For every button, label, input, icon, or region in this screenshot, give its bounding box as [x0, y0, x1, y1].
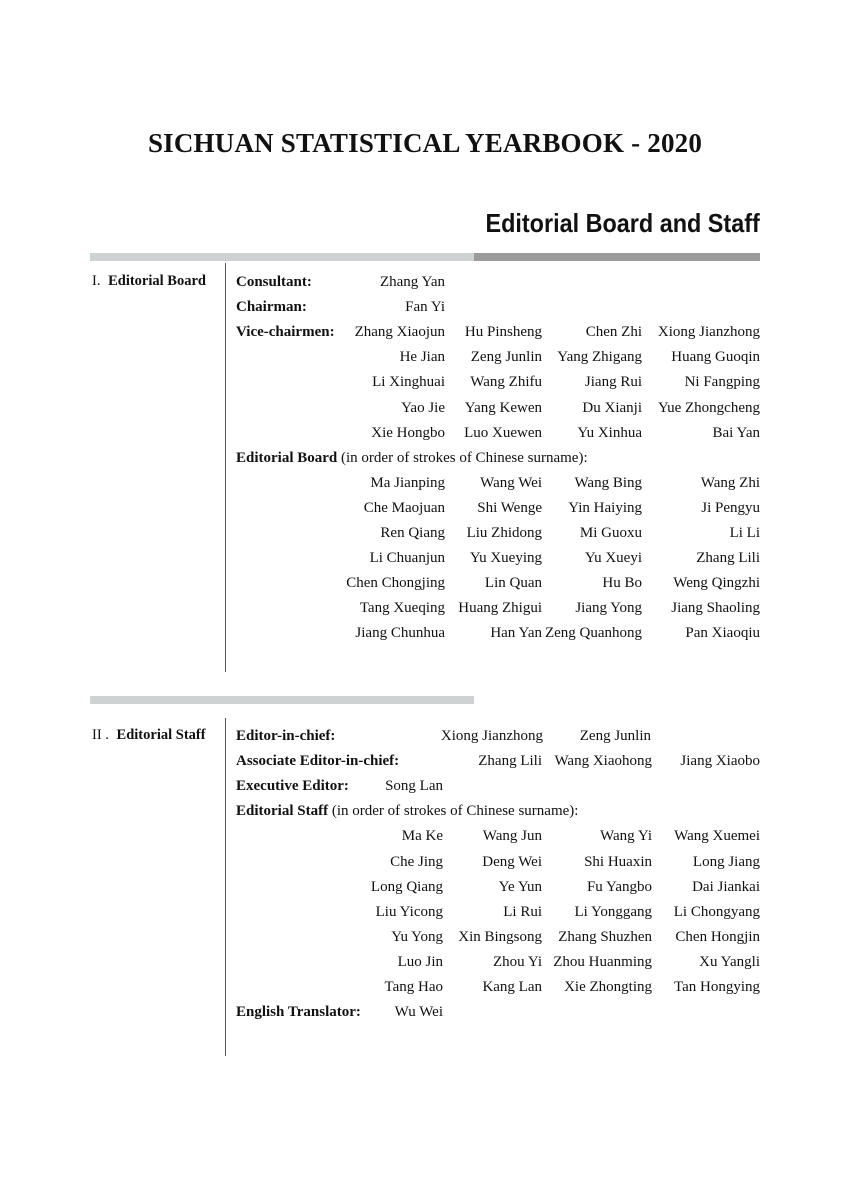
staff-member-name: Zhou Huanming — [553, 953, 652, 970]
editor-in-chief-label-text: Editor-in-chief: — [236, 728, 336, 744]
board-member-name: Zhang Lili — [696, 550, 760, 567]
page-subtitle: Editorial Board and Staff — [485, 208, 760, 238]
vice-chairman-name: Ni Fangping — [684, 374, 760, 391]
board-member-name: Shi Wenge — [477, 499, 542, 516]
staff-member-name: Long Jiang — [692, 853, 760, 870]
section-1-name: Editorial Board — [108, 273, 206, 289]
editorial-staff-label-text: Editorial Staff — [236, 803, 329, 820]
vice-chairman-name: Huang Guoqin — [671, 349, 760, 366]
staff-member-name: Long Qiang — [370, 878, 443, 895]
board-member-name: Weng Qingzhi — [673, 575, 760, 592]
chairman-row — [0, 295, 850, 320]
staff-member-name: Luo Jin — [397, 953, 443, 970]
vice-chairman-name: Wang Zhifu — [470, 374, 542, 391]
staff-member-name: Xin Bingsong — [458, 928, 542, 945]
staff-member-name: Wang Xuemei — [674, 828, 760, 845]
top-divider-dark — [474, 253, 760, 261]
editorial-board-label — [236, 446, 588, 471]
board-member-name: Yu Xueying — [469, 550, 542, 567]
section-1-numeral: I. — [92, 273, 101, 289]
editorial-staff-note: (in order of strokes of Chinese surname): — [328, 803, 579, 820]
vice-chairman-name: Xie Hongbo — [371, 424, 445, 441]
staff-member-name: Che Jing — [390, 853, 443, 870]
board-member-name: Mi Guoxu — [579, 525, 642, 541]
board-member-name: Li Chuanjun — [369, 550, 445, 567]
board-member-row — [0, 496, 850, 521]
board-member-name: Hu Bo — [602, 575, 642, 592]
staff-member-name: Deng Wei — [482, 853, 542, 870]
board-member-row — [0, 546, 850, 571]
staff-member-name: Xie Zhongting — [564, 979, 652, 995]
editorial-board-heading-row — [0, 446, 850, 471]
vice-chairman-name: Chen Zhi — [585, 324, 642, 341]
board-member-name: Huang Zhigui — [458, 600, 542, 617]
board-member-name: Chen Chongjing — [346, 575, 445, 592]
board-member-name: Zeng Quanhong — [544, 625, 642, 642]
vice-chairmen-label-text: Vice-chairmen: — [236, 324, 335, 341]
board-member-name: Ji Pengyu — [701, 499, 760, 516]
editorial-staff-heading-row — [0, 799, 850, 824]
vice-chairmen-row — [0, 370, 850, 395]
translator-label-text: English Translator: — [236, 1004, 361, 1021]
board-member-name: Lin Quan — [484, 575, 542, 592]
vice-chairmen-row — [0, 421, 850, 446]
consultant-name: Zhang Yan — [379, 274, 445, 290]
board-member-name: Yu Xueyi — [584, 550, 642, 567]
staff-member-name: Shi Huaxin — [584, 853, 652, 870]
board-member-name: Jiang Shaoling — [671, 600, 760, 617]
board-member-name: Yin Haiying — [568, 499, 642, 516]
board-member-name: Wang Wei — [480, 474, 542, 491]
staff-member-name: Li Yonggang — [574, 903, 652, 920]
staff-member-name: Zhou Yi — [492, 953, 542, 970]
vice-chairman-name: Yang Kewen — [464, 399, 542, 416]
staff-member-name: Tan Hongying — [673, 979, 760, 995]
staff-member-name: Kang Lan — [482, 979, 542, 995]
vice-chairman-name: Hu Pinsheng — [464, 324, 542, 341]
page-title: SICHUAN STATISTICAL YEARBOOK - 2020 — [147, 128, 703, 158]
staff-member-name: Fu Yangbo — [586, 878, 652, 895]
staff-member-name: Yu Yong — [391, 928, 443, 945]
vice-chairmen-row — [0, 396, 850, 421]
staff-member-name: Dai Jiankai — [692, 878, 760, 895]
staff-member-name: Wang Yi — [600, 828, 652, 845]
board-member-row — [0, 521, 850, 546]
board-member-name: Jiang Yong — [575, 600, 642, 617]
staff-member-row — [0, 900, 850, 925]
editorial-board-note: (in order of strokes of Chinese surname): — [337, 449, 588, 466]
staff-member-name: Chen Hongjin — [675, 928, 760, 945]
staff-member-row — [0, 824, 850, 849]
staff-member-name: Zhang Shuzhen — [558, 928, 652, 945]
staff-member-name: Tang Hao — [384, 979, 443, 995]
editorial-staff-label — [236, 799, 578, 824]
section-2-numeral: II . — [92, 727, 109, 743]
middle-divider — [90, 696, 474, 704]
vice-chairman-name: He Jian — [399, 349, 445, 366]
translator-name: Wu Wei — [394, 1004, 443, 1021]
board-member-name: Jiang Chunhua — [355, 625, 445, 642]
vice-chairman-name: Bai Yan — [712, 424, 760, 441]
board-member-row — [0, 596, 850, 621]
associate-editor-name: Zhang Lili — [478, 753, 542, 770]
board-member-row — [0, 571, 850, 596]
editor-in-chief-name: Xiong Jianzhong — [440, 728, 543, 744]
vice-chairman-name: Luo Xuewen — [464, 424, 542, 441]
associate-editor-name: Wang Xiaohong — [554, 753, 652, 770]
executive-editor-label-text: Executive Editor: — [236, 778, 349, 795]
staff-member-name: Ye Yun — [498, 878, 542, 895]
board-member-row — [0, 621, 850, 646]
staff-member-row — [0, 875, 850, 900]
staff-member-row — [0, 950, 850, 975]
board-member-name: Li Li — [729, 525, 760, 541]
vice-chairman-name: Du Xianji — [582, 399, 642, 416]
board-member-name: Pan Xiaoqiu — [685, 625, 760, 642]
editor-in-chief-row — [0, 724, 850, 749]
vice-chairman-name: Yue Zhongcheng — [657, 399, 760, 416]
executive-editor-row — [0, 774, 850, 799]
vice-chairman-name: Xiong Jianzhong — [657, 324, 760, 341]
board-member-name: Ren Qiang — [380, 525, 445, 541]
associate-editor-label-text: Associate Editor-in-chief: — [236, 753, 400, 770]
staff-member-row — [0, 850, 850, 875]
top-divider-light — [90, 253, 474, 261]
translator-row — [0, 1000, 850, 1025]
consultant-label-text: Consultant: — [236, 274, 312, 290]
board-member-name: Ma Jianping — [370, 474, 445, 491]
section-2-name: Editorial Staff — [116, 727, 206, 743]
board-member-name: Wang Zhi — [700, 474, 760, 491]
staff-member-name: Li Rui — [503, 903, 542, 920]
staff-member-name: Wang Jun — [482, 828, 542, 845]
chairman-name: Fan Yi — [405, 299, 445, 316]
board-member-name: Liu Zhidong — [466, 525, 542, 541]
editor-in-chief-name: Zeng Junlin — [579, 728, 651, 744]
staff-member-name: Xu Yangli — [699, 953, 760, 970]
vice-chairman-name: Yang Zhigang — [557, 349, 642, 366]
chairman-label-text: Chairman: — [236, 299, 307, 316]
board-member-name: Han Yan — [490, 625, 542, 642]
vice-chairman-name: Yao Jie — [401, 399, 445, 416]
editorial-board-label-text: Editorial Board — [236, 449, 338, 466]
vice-chairman-name: Li Xinghuai — [372, 374, 445, 391]
vice-chairman-name: Zhang Xiaojun — [354, 324, 445, 341]
board-member-row — [0, 471, 850, 496]
board-member-name: Che Maojuan — [363, 499, 445, 516]
vice-chairmen-row — [0, 345, 850, 370]
board-member-name: Tang Xueqing — [359, 600, 445, 617]
staff-member-name: Ma Ke — [401, 828, 443, 845]
staff-member-name: Liu Yicong — [375, 903, 443, 920]
board-member-name: Wang Bing — [574, 474, 642, 491]
associate-editor-name: Jiang Xiaobo — [680, 753, 760, 770]
associate-editor-row — [0, 749, 850, 774]
vice-chairman-name: Yu Xinhua — [577, 424, 642, 441]
consultant-row — [0, 270, 850, 295]
staff-member-row — [0, 925, 850, 950]
vice-chairmen-row — [0, 320, 850, 345]
staff-member-row — [0, 975, 850, 1000]
vice-chairman-name: Jiang Rui — [584, 374, 642, 391]
staff-member-name: Li Chongyang — [673, 903, 760, 920]
vice-chairman-name: Zeng Junlin — [470, 349, 542, 366]
executive-editor-name: Song Lan — [385, 778, 443, 795]
